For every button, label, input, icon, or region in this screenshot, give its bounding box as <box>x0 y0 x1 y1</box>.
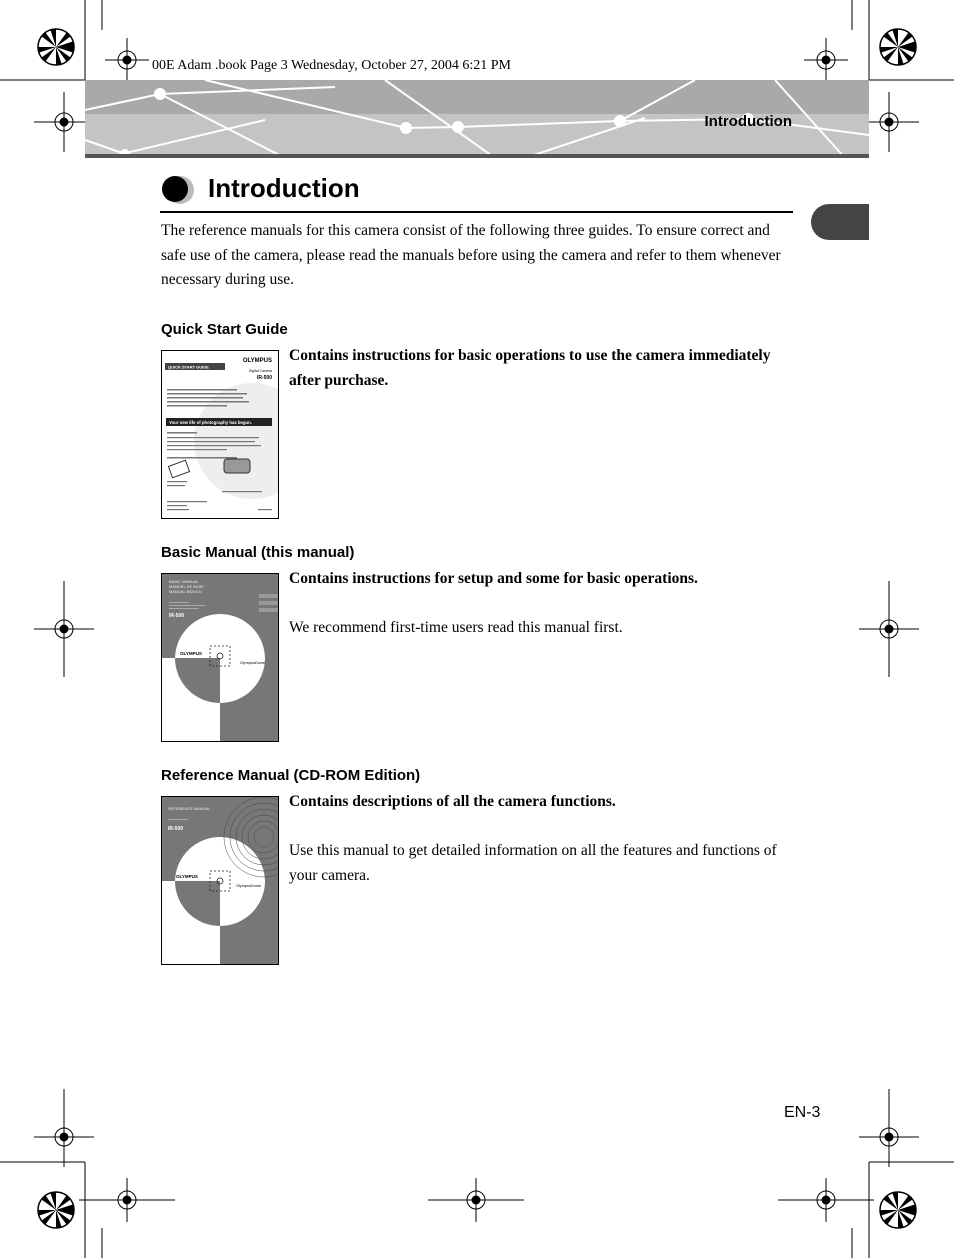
chapter-tab <box>811 204 869 240</box>
basic-manual-cover-art <box>162 574 278 741</box>
cover-band-label: QUICK START GUIDE <box>168 364 209 370</box>
cover-line-1: BASIC MANUAL <box>169 579 199 584</box>
cover-model: IR-500 <box>256 375 272 381</box>
cover-brand: OLYMPUS <box>180 651 202 656</box>
print-slug: 00E Adam .book Page 3 Wednesday, October 27, 2004 6:21 PM <box>152 58 511 73</box>
quick-start-cover-art <box>162 351 278 518</box>
quick-start-description: Contains instructions for basic operations to use the camera immediately after purchase. <box>289 347 771 389</box>
intro-paragraph: The reference manuals for this camera consist of the following three guides. To ensure correct and safe use of the camera, please read the manuals before using the camera and refer to them whenever necessary during use. <box>161 222 781 289</box>
cover-camera-label: Digital Camera <box>248 369 272 373</box>
section-label: Introduction <box>704 113 792 130</box>
cover-headline: Your new life of photography has begun. <box>169 420 252 425</box>
title-rule <box>160 211 793 213</box>
title-bullet-icon <box>160 174 196 206</box>
page-title: Introduction <box>208 173 360 203</box>
cover-model: IR-500 <box>168 826 184 832</box>
cover-tag: OlympusDome <box>236 884 262 888</box>
page-number: EN-3 <box>784 1104 821 1121</box>
cover-brand: OLYMPUS <box>242 358 272 364</box>
reference-manual-cover-art <box>162 797 278 964</box>
cover-line-1: REFERENCE MANUAL <box>168 806 211 811</box>
cover-line-3: MANUAL BÁSICO <box>169 589 202 594</box>
banner-rule <box>85 154 869 158</box>
basic-manual-heading: Basic Manual (this manual) <box>161 544 355 561</box>
basic-manual-description: Contains instructions for setup and some for basic operations. <box>289 570 698 587</box>
reference-manual-description: Contains descriptions of all the camera functions. <box>289 793 616 810</box>
cover-brand: OLYMPUS <box>176 874 198 879</box>
cover-line-2: MANUEL DE BASE <box>169 584 204 589</box>
reference-manual-usage: Use this manual to get detailed information on all the features and functions of your camera. <box>289 842 777 884</box>
reference-manual-heading: Reference Manual (CD-ROM Edition) <box>161 767 421 784</box>
basic-manual-cover-image <box>161 573 279 742</box>
cover-model: IR-500 <box>169 613 185 619</box>
basic-manual-recommendation: We recommend first-time users read this manual first. <box>289 619 623 636</box>
quick-start-heading: Quick Start Guide <box>161 321 288 338</box>
cover-tag: OlympusDome <box>240 661 266 665</box>
reference-manual-cover-image <box>161 796 279 965</box>
quick-start-cover-image <box>161 350 279 519</box>
